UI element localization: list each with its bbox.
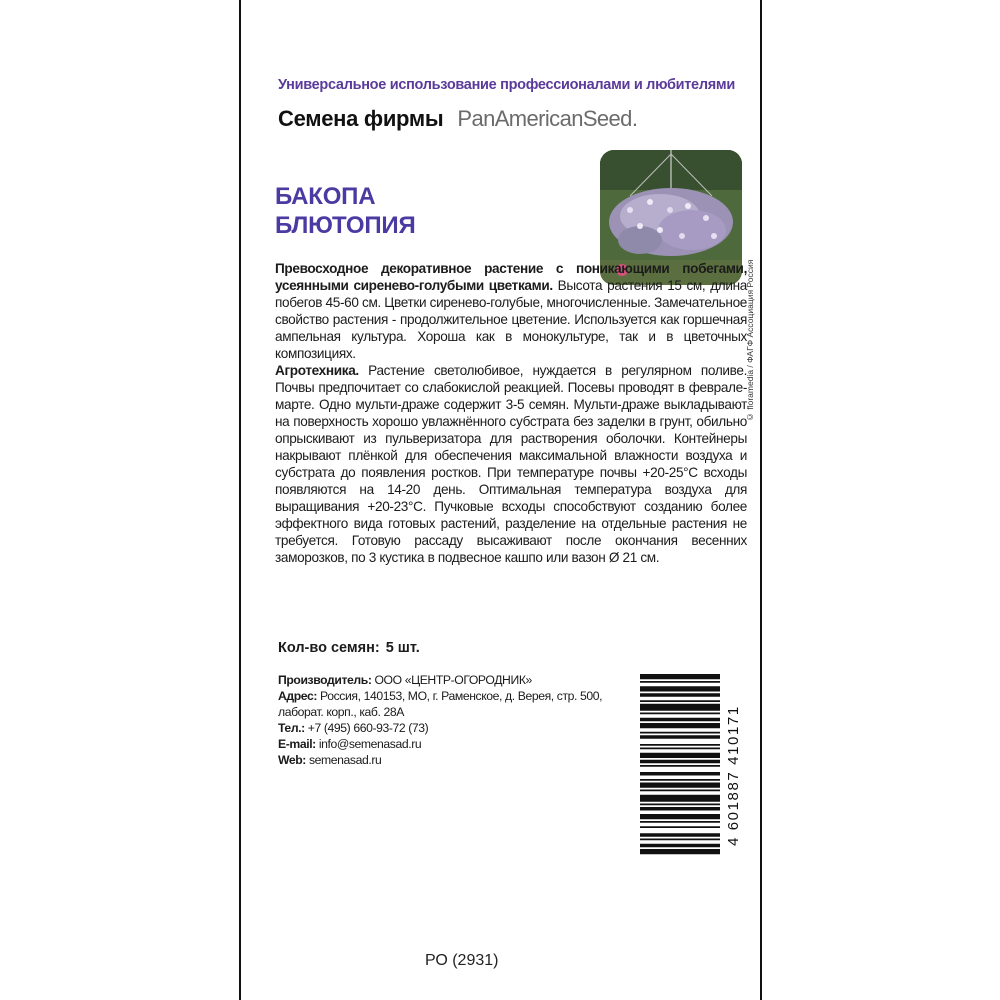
photo-credit: © floramedia / ФАГФ Ассоциация Россия [745, 259, 755, 422]
web-value: semenasad.ru [305, 753, 382, 767]
barcode-bar [640, 732, 720, 734]
barcode-bar [640, 718, 720, 722]
barcode-bar [640, 790, 720, 792]
barcode-bar [640, 826, 720, 828]
agrotechnics-label: Агротехника. [275, 363, 359, 378]
barcode-bar [640, 795, 720, 802]
barcode-bar [640, 748, 720, 750]
package-right-edge [760, 0, 762, 1000]
barcode-bar [640, 807, 720, 811]
phone-line [278, 720, 623, 736]
barcode-bar [640, 839, 720, 841]
barcode-bar [640, 674, 720, 679]
manufacturer-info [278, 672, 623, 768]
barcode-digits: 4 601887 410171 [725, 705, 742, 847]
barcode-bar [640, 779, 720, 781]
barcode [640, 672, 720, 880]
barcode-bar [640, 713, 720, 715]
barcode-bar [640, 844, 720, 848]
brand-logo-text: PanAmericanSeed. [457, 106, 638, 131]
address-value: Россия, 140153, МО, г. Раменское, д. Верея, стр. 500, [317, 689, 603, 703]
barcode-icon [640, 672, 720, 880]
footer-code: РО (2931) [425, 952, 499, 969]
producer-value: ООО «ЦЕНТР-ОГОРОДНИК» [371, 673, 532, 687]
barcode-bar [640, 760, 720, 764]
barcode-bar [640, 814, 720, 819]
phone-value: +7 (495) 660-93-72 (73) [304, 721, 429, 735]
product-title-line2: БЛЮТОПИЯ [275, 212, 416, 239]
web-label: Web: [278, 753, 306, 767]
description-paragraph [275, 260, 747, 362]
barcode-bar [640, 783, 720, 788]
seed-count-value: 5 шт. [385, 640, 420, 656]
barcode-bar [640, 772, 720, 776]
package-left-edge [239, 0, 241, 1000]
email-label: E-mail: [278, 737, 316, 751]
agrotechnics-text: Растение светолюбивое, нуждается в регулярном поливе. Почвы предпочитает со слабокислой реакцией. Посевы проводят в феврале-марте. Одно мульти-драже содержит 3-5 семян. Мульти-драже выкладывают на поверхность хорошо увлажнённого субстрата без заделки в грунт, обильно опрыскивают из пульверизатора для растворения оболочки. Контейнеры накрывают плёнкой для обеспечения максимальной влажности воздуха и субстрата до появления ростков. При температуре почвы +20-25°С всходы появляются на 14-20 день. Оптимальная температура воздуха для выращивания +20-23°С. Пучковые всходы способствуют созданию более эффектного вида готовых растений, разделение на отдельные растения не требуется. Готовую рассаду высаживают после окончания весенних заморозков, по 3 кустика в подвесное кашпо или вазон Ø 21 см. [275, 363, 747, 565]
product-title-line1: БАКОПА [275, 183, 376, 210]
barcode-bar [640, 681, 720, 683]
description-body: Высота растения 15 см, длина побегов 45-60 см. Цветки сиренево-голубые, многочисленные. Замечательное свойство растения - продолжительное цветение. Используется как горшечная ампельная культура. Хороша как в монокультуре, так и в цветочных композициях. [275, 278, 747, 361]
address-line-2: лаборат. корп., каб. 28А [278, 705, 404, 719]
barcode-bar [640, 744, 720, 746]
barcode-bar [640, 821, 720, 823]
barcode-bar [640, 833, 720, 837]
producer-line [278, 672, 623, 688]
phone-label: Тел.: [278, 721, 305, 735]
barcode-bar [640, 753, 720, 758]
barcode-bar [640, 686, 720, 691]
barcode-bar [640, 765, 720, 767]
address-line [278, 688, 623, 704]
barcode-bar [640, 723, 720, 728]
email-line [278, 736, 623, 752]
product-description [275, 260, 747, 566]
producer-label: Производитель: [278, 673, 372, 687]
web-line [278, 752, 623, 768]
barcode-bar [640, 849, 720, 854]
barcode-bar [640, 735, 720, 739]
agrotechnics-paragraph [275, 362, 747, 566]
barcode-bar [640, 704, 720, 711]
brand-row [278, 106, 637, 138]
email-value: info@semenasad.ru [315, 737, 422, 751]
address-label: Адрес: [278, 689, 318, 703]
seed-count-label: Кол-во семян: [278, 640, 380, 656]
tagline: Универсальное использование профессионалами и любителями [278, 77, 735, 93]
brand-label: Семена фирмы [278, 106, 444, 131]
barcode-bar [640, 700, 720, 702]
barcode-bar [640, 804, 720, 806]
description-intro: Превосходное декоративное растение с поникающими побегами, усеянными сиренево-голубыми цветками. [275, 261, 747, 293]
barcode-bar [640, 693, 720, 697]
product-title [275, 182, 416, 240]
seed-count [278, 640, 420, 656]
